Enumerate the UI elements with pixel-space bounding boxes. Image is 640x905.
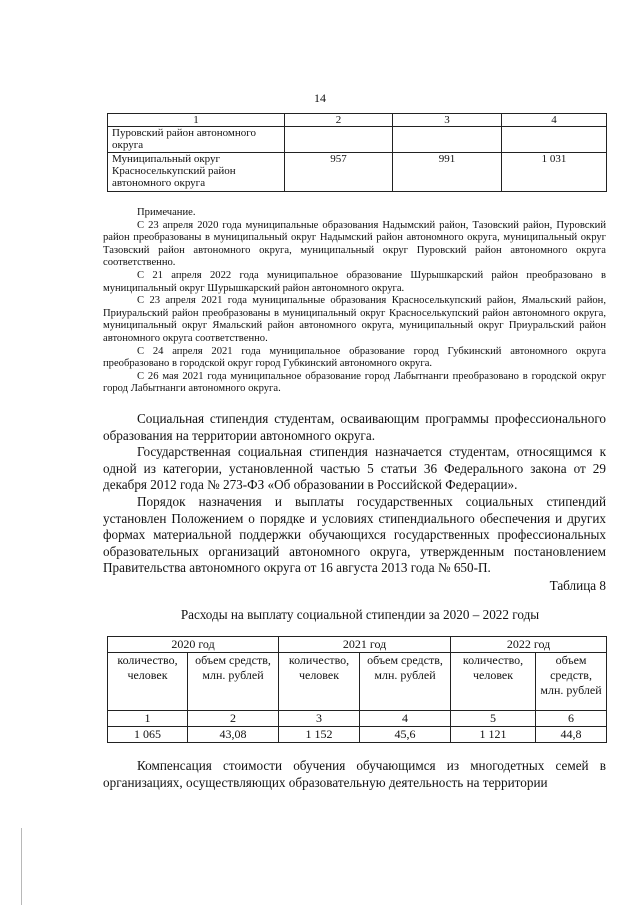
body-paragraph: Государственная социальная стипендия назначается студентам, относящимся к одной из категории, установленной частью 5 статьи 36 Федерального закона от 29 декабря 2012 года № 273-ФЗ «Об образовании в Российской Федерации». xyxy=(103,444,606,493)
note-paragraph: С 23 апреля 2020 года муниципальные образования Надымский район, Тазовский район, Пуровский район преобразованы в муниципальный округ Надымский район автономного округа, муниципальный округ Тазовский район автономного округа, муниципальный округ Пуровский район автономного округа соответственно. xyxy=(103,219,606,269)
page-number: 14 xyxy=(314,91,326,105)
year-header: 2022 год xyxy=(451,637,607,653)
column-number: 3 xyxy=(393,114,502,127)
table-row xyxy=(108,153,607,192)
table-cell: 43,08 xyxy=(188,727,279,743)
note-paragraph: С 26 мая 2021 года муниципальное образование город Лабытнанги преобразовано в городской округ город Лабытнанги автономного округа. xyxy=(103,370,606,395)
subheader-cell: количество, человек xyxy=(279,653,360,711)
table-cell: 1 152 xyxy=(279,727,360,743)
table-cell: 1 065 xyxy=(108,727,188,743)
region-name: Муниципальный округ Красноселькупский район автономного округа xyxy=(108,153,285,192)
table-cell: 44,8 xyxy=(536,727,607,743)
stipend-expenses-table xyxy=(107,636,607,743)
closing-text xyxy=(103,757,606,791)
notes-title: Примечание. xyxy=(137,207,196,218)
table-cell: 957 xyxy=(285,153,393,192)
column-number: 2 xyxy=(285,114,393,127)
subheader-cell: объем средств, млн. рублей xyxy=(188,653,279,711)
subheader-cell: объем средств, млн. рублей xyxy=(360,653,451,711)
column-number: 1 xyxy=(108,711,188,727)
table-header-row xyxy=(108,114,607,127)
table-label: Таблица 8 xyxy=(549,578,606,593)
subheader-cell: количество, человек xyxy=(108,653,188,711)
column-number: 4 xyxy=(502,114,607,127)
body-paragraph: Социальная стипендия студентам, осваивающим программы профессионального образования на территории автономного округа. xyxy=(103,411,606,443)
column-number: 4 xyxy=(360,711,451,727)
note-paragraph: С 23 апреля 2021 года муниципальные образования Красноселькупский район, Ямальский район, Приуральский район преобразованы в муниципальный округ Красноселькупский район автономного округа, муниципальный округ Ямальский район автономного округа, муниципальный округ Приуральский район автономного округа соответственно. xyxy=(103,295,606,344)
note-paragraph: С 24 апреля 2021 года муниципальное образование город Губкинский автономного округа преобразовано в городской округ город Губкинский автономного округа. xyxy=(103,345,606,370)
table-header-row xyxy=(108,637,607,653)
column-number: 5 xyxy=(451,711,536,727)
body-paragraph: Компенсация стоимости обучения обучающимся из многодетных семей в организациях, осуществляющих образовательную деятельность на территории xyxy=(103,758,606,790)
table-cell: 1 031 xyxy=(502,153,607,192)
table-subheader-row xyxy=(108,653,607,711)
year-header: 2020 год xyxy=(108,637,279,653)
table-cell xyxy=(285,127,393,153)
regions-table xyxy=(107,113,607,192)
subheader-cell: количество, человек xyxy=(451,653,536,711)
scan-edge-line xyxy=(21,828,22,905)
column-number: 2 xyxy=(188,711,279,727)
column-number: 3 xyxy=(279,711,360,727)
table-row xyxy=(108,127,607,153)
table-cell xyxy=(502,127,607,153)
table-caption: Расходы на выплату социальной стипендии за 2020 – 2022 годы xyxy=(180,607,540,622)
table-row xyxy=(108,727,607,743)
table-cell: 991 xyxy=(393,153,502,192)
body-paragraph: Порядок назначения и выплаты государственных социальных стипендий установлен Положением о порядке и условиях стипендиального обеспечения и других формах материальной поддержки обучающихся государственных профессиональных образовательных организаций автономного округа, утвержденным постановлением Правительства автономного округа от 16 августа 2013 года № 650-П. xyxy=(103,493,606,576)
table-cell: 45,6 xyxy=(360,727,451,743)
notes-section xyxy=(103,207,606,396)
table-cell xyxy=(393,127,502,153)
column-number: 6 xyxy=(536,711,607,727)
body-text xyxy=(103,411,606,577)
subheader-cell: объем средств, млн. рублей xyxy=(536,653,607,711)
column-number-row xyxy=(108,711,607,727)
region-name: Пуровский район автономного округа xyxy=(108,127,285,153)
table-cell: 1 121 xyxy=(451,727,536,743)
column-number: 1 xyxy=(108,114,285,127)
note-paragraph: С 21 апреля 2022 года муниципальное образование Шурышкарский район преобразовано в муниципальный округ Шурышкарский район автономного округа. xyxy=(103,269,606,294)
year-header: 2021 год xyxy=(279,637,451,653)
